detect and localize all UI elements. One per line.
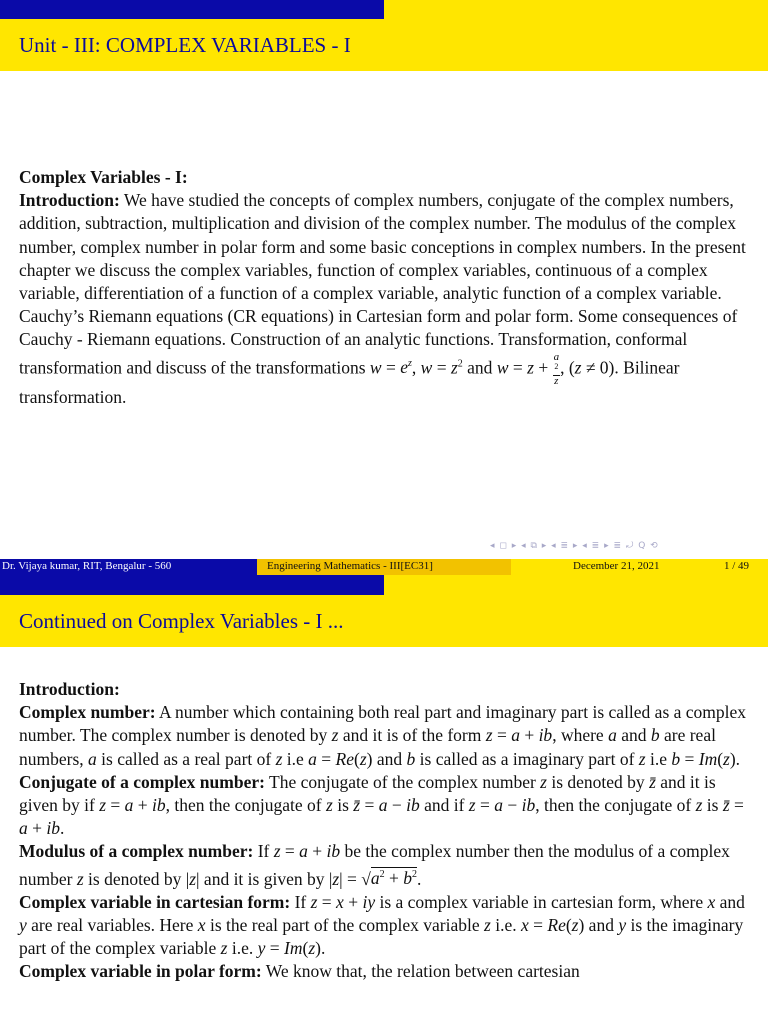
slide2-top-band-yellow xyxy=(384,575,768,595)
footer-right xyxy=(511,559,768,575)
cn-label: Complex number: xyxy=(19,702,156,723)
slide1-title: Unit - III: COMPLEX VARIABLES - I xyxy=(19,33,351,57)
top-band-yellow xyxy=(384,0,768,19)
beamer-navigation-symbols[interactable] xyxy=(490,541,659,551)
slide2-intro-label: Introduction: xyxy=(19,679,120,699)
complex-number-paragraph: Complex number: A number which containing both real part and imaginary part is called as a complex number. The complex number is denoted by z and it is of the form z = a + ib, where a and b are real numbers, a is called as a real part of z i.e a = Re(z) and b is called as a imaginary part of z i.e b = Im(z). xyxy=(19,702,747,769)
slide1-intro-paragraph: Introduction: We have studied the concepts of complex numbers, conjugate of the complex numbers, addition, subtraction, multiplication and division of the complex number. The modulus of the complex number, complex number in polar form and some basic conceptions in complex numbers. In the present chapter we discuss the complex variables, function of complex variables, continuous of a complex variable, differentiation of a function of a complex variable, analytic function of a complex variable. Cauchy’s Riemann equations (CR equations) in Cartesian form and polar form. Some consequences of Cauchy - Riemann equations. Construction of an analytic functions. Transformation, conformal transformation and discuss of the transformations $w = e^z$, $w = z^2$ and w = z + a $^2$ z , (z ≠ 0). Bilinear transformation. xyxy=(19,190,746,408)
top-band-blue xyxy=(0,0,384,19)
slide1-header xyxy=(0,19,768,71)
polar-paragraph xyxy=(19,960,749,983)
slide2-top-band-blue xyxy=(0,575,384,595)
polar-label: Complex variable in polar form: xyxy=(19,961,262,982)
mod-label: Modulus of a complex number: xyxy=(19,841,254,862)
footer-date: December 21, 2021 xyxy=(573,560,660,572)
slide2-title: Continued on Complex Variables - I ... xyxy=(19,609,344,633)
modulus-paragraph: Modulus of a complex number: If z = a + ib be the complex number then the modulus of a complex number z is denoted by |z| and it is given by $|z| = √a^2 + b^2$. xyxy=(19,841,730,889)
footer-author: Dr. Vijaya kumar, RIT, Bengalur - 560 xyxy=(0,559,257,575)
footer-page-number: 1 / 49 xyxy=(724,560,750,572)
cart-label: Complex variable in cartesian form: xyxy=(19,891,291,912)
nav-symbols-text[interactable]: ◂ ◻ ▸ ◂ ⧉ ▸ ◂ ≣ ▸ ◂ ≣ ▸ ≣ ⤾ Q ⟲ xyxy=(490,541,659,551)
slide1-heading: Complex Variables - I: xyxy=(19,167,188,187)
intro-text: We have studied the concepts of complex numbers, conjugate of the complex numbers, addition, subtraction, multiplication and division of the complex number. The modulus of the complex number, complex number in polar form and some basic conceptions in complex numbers. In the present chapter we discuss the complex variables, function of complex variables, continuous of a complex variable, differentiation of a function of a complex variable, analytic function of a complex variable. Cauchy’s Riemann equations (CR equations) in Cartesian form and polar form. Some consequences of Cauchy - Riemann equations. Construction of an analytic functions. Transformation, conformal transformation and discuss of the transformations xyxy=(19,190,746,377)
slide2-header xyxy=(0,595,768,647)
intro-tail: Bilinear transformation. xyxy=(19,356,680,408)
footer-course: Engineering Mathematics - III[EC31] xyxy=(257,559,511,575)
intro-label: Introduction: xyxy=(19,190,120,211)
transform-formulas: w xyxy=(369,356,382,377)
cartesian-paragraph: Complex variable in cartesian form: If z = x + iy is a complex variable in cartesian form, where x and y are real variables. Here x is the real part of the complex variable z i.e. x = Re(z) and y is the imaginary part of the complex variable z i.e. y = Im(z). xyxy=(19,891,745,959)
slide1-body xyxy=(19,166,749,409)
polar-text: We know that, the relation between cartesian xyxy=(261,961,580,982)
conj-label: Conjugate of a complex number: xyxy=(19,771,265,792)
slide2-body xyxy=(19,678,749,983)
slide-footer xyxy=(0,559,768,575)
conjugate-paragraph: Conjugate of a complex number: The conjugate of the complex number z is denoted by z̄ and it is given by if z = a + ib, then the conjugate of z is z̄ = a − ib and if z = a − ib, then the conjugate of z is z̄ = a + ib. xyxy=(19,771,744,839)
